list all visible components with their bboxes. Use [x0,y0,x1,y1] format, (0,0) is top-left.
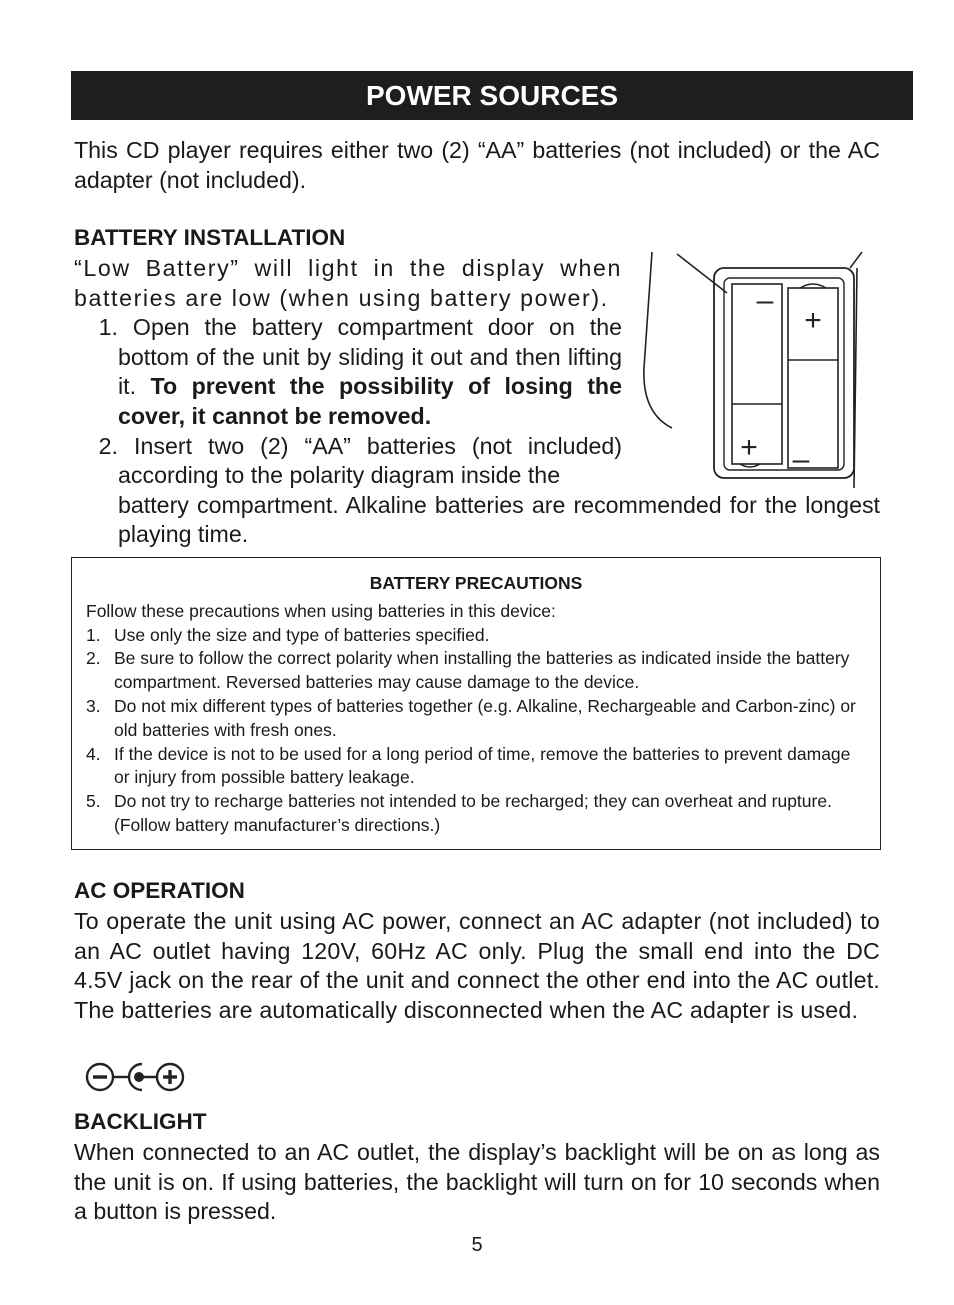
ac-operation-heading: AC OPERATION [74,878,245,903]
ac-operation-body: To operate the unit using AC power, connect an AC adapter (not included) to an AC outlet having 120V, 60Hz AC only. Plug the small end into the DC 4.5V jack on the rear of the unit and connect the other end into the AC outlet. The batteries are automatically disconnected when the AC adapter is used. [74,908,880,1023]
diagram-plus-top: + [804,304,822,337]
battery-polarity-diagram [632,248,872,496]
step-2-body-line2: battery compartment. Alkaline batteries are recommended for the longest playing time. [118,491,880,548]
precaution-item [86,790,866,838]
precaution-item [86,624,866,648]
step-1-number [74,313,118,431]
diagram-minus-bottom: – [792,443,810,476]
step-1 [74,313,622,431]
step-1-number-text: 1. [98,314,118,341]
precaution-text: Use only the size and type of batteries specified. [114,624,490,645]
precautions-lead: Follow these precautions when using batteries in this device: [86,600,556,621]
precaution-number: 2. [86,648,101,669]
step-2-number-text: 2. [98,432,118,459]
page-title-banner [71,71,913,120]
dc-polarity-symbol-icon [84,1061,188,1093]
step-1-body [118,313,622,431]
precaution-number: 5. [86,791,101,812]
battery-precautions-box [71,557,881,850]
step-1-text-content: Open the battery compartment door on the bottom of the unit by sliding it out and then lifting it. [118,314,622,400]
precaution-number: 1. [86,624,101,645]
step-1-bold-text: To prevent the possibility of losing the cover, it cannot be removed. [118,373,622,429]
precaution-text: Be sure to follow the correct polarity when installing the batteries as indicated inside the battery compartment. Reversed batteries may cause damage to the device. [114,648,850,693]
step-1-text [118,314,622,429]
page-number: 5 [471,1234,483,1256]
step-2 [74,432,622,491]
step-2-body-line1 [118,432,622,491]
precautions-title: BATTERY PRECAUTIONS [369,573,583,593]
precaution-item [86,647,866,695]
precaution-text: If the device is not to be used for a long period of time, remove the batteries to prevent damage or injury from possible battery leakage. [114,743,851,788]
precaution-number: 4. [86,743,101,764]
precaution-number: 3. [86,695,101,716]
low-battery-paragraph [74,254,622,313]
ac-operation-text [74,907,880,1025]
precaution-item [86,743,866,791]
intro-paragraph: This CD player requires either two (2) “AA” batteries (not included) or the AC adapter (not included). [74,137,880,193]
backlight-heading: BACKLIGHT [74,1109,207,1134]
step-2-text-1: Insert two (2) “AA” batteries (not included) according to the polarity diagram inside the [118,432,622,489]
page-title: POWER SOURCES [365,80,619,111]
diagram-plus-bottom: + [740,431,758,464]
low-battery-text: “Low Battery” will light in the display when batteries are low (when using battery power). [74,255,622,311]
step-2-number [74,432,118,491]
precaution-text: Do not try to recharge batteries not intended to be recharged; they can overheat and rupture. (Follow battery manufacturer’s directions.) [114,791,832,835]
battery-installation-heading: BATTERY INSTALLATION [74,225,346,250]
backlight-text: When connected to an AC outlet, the display’s backlight will be on as long as the unit is on. If using batteries, the backlight will turn on for 10 seconds when a button is pressed. [74,1139,880,1225]
diagram-minus-top: – [756,284,774,317]
precaution-item [86,695,866,743]
precaution-text: Do not mix different types of batteries together (e.g. Alkaline, Rechargeable and Carbon-zinc) or old batteries with fresh ones. [114,695,856,740]
